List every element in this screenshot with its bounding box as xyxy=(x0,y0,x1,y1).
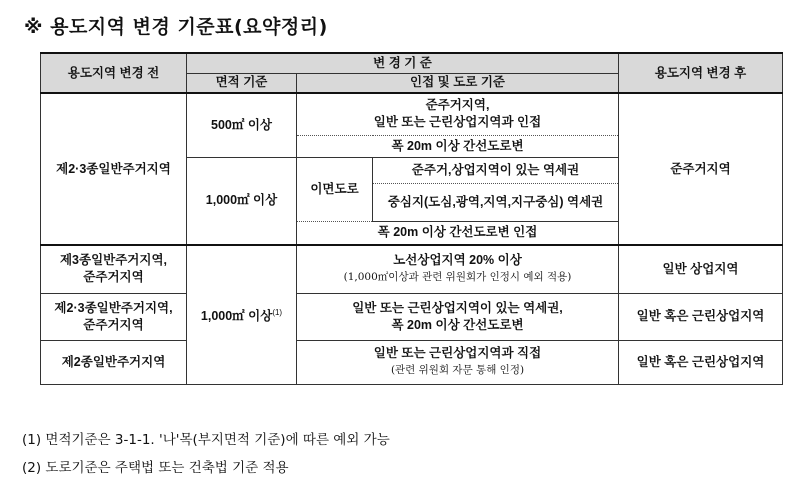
table-row xyxy=(41,93,783,135)
adjacency-cell: 준주거지역, 일반 또는 근린상업지역과 인접 xyxy=(297,93,619,135)
zone-after-cell: 일반 상업지역 xyxy=(619,245,783,293)
header-after: 용도지역 변경 후 xyxy=(619,53,783,93)
criteria-cell: 노선상업지역 20% 이상 (1,000㎡이상과 관련 위원회가 인정시 예외 적용) xyxy=(297,245,619,293)
road-criteria-cell: 폭 20m 이상 간선도로변 xyxy=(297,135,619,157)
area-criteria-cell: 1,000㎡ 이상$^{(1)}$ xyxy=(187,245,297,384)
zoning-criteria-table xyxy=(40,52,783,385)
header-adjacency-criteria: 인접 및 도로 기준 xyxy=(297,73,619,93)
station-area-cell: 중심지(도심,광역,지역,지구중심) 역세권 xyxy=(373,183,619,221)
table-row xyxy=(41,340,783,384)
header-area-criteria: 면적 기준 xyxy=(187,73,297,93)
criteria-cell: 일반 또는 근린상업지역과 직접 (관련 위원회 자문 통해 인정) xyxy=(297,340,619,384)
zone-before-cell: 제2종일반주거지역 xyxy=(41,340,187,384)
table-row xyxy=(41,245,783,293)
header-criteria: 변 경 기 준 xyxy=(187,53,619,73)
zone-before-cell: 제2·3종일반주거지역 xyxy=(41,93,187,245)
zone-after-cell: 일반 혹은 근린상업지역 xyxy=(619,340,783,384)
header-before: 용도지역 변경 전 xyxy=(41,53,187,93)
table-row xyxy=(41,293,783,340)
station-area-cell: 준주거,상업지역이 있는 역세권 xyxy=(373,157,619,183)
zone-after-cell: 일반 혹은 근린상업지역 xyxy=(619,293,783,340)
footnote-2: (2) 도로기준은 주택법 또는 건축법 기준 적용 xyxy=(22,460,289,476)
criteria-cell: 일반 또는 근린상업지역이 있는 역세권, 폭 20m 이상 간선도로변 xyxy=(297,293,619,340)
zone-after-cell: 준주거지역 xyxy=(619,93,783,245)
page-title: ※ 용도지역 변경 기준표(요약정리) xyxy=(24,16,328,38)
footnote-1: (1) 면적기준은 3-1-1. '나'목(부지면적 기준)에 따른 예외 가능 xyxy=(22,432,390,448)
two-sided-road-cell: 이면도로 xyxy=(297,157,373,221)
zone-before-cell: 제2·3종일반주거지역, 준주거지역 xyxy=(41,293,187,340)
road-criteria-cell: 폭 20m 이상 간선도로변 인접 xyxy=(297,221,619,245)
area-criteria-cell: 1,000㎡ 이상 xyxy=(187,157,297,245)
footnote-marker: (1) xyxy=(272,308,283,318)
area-criteria-cell: 500㎡ 이상 xyxy=(187,93,297,157)
zone-before-cell: 제3종일반주거지역, 준주거지역 xyxy=(41,245,187,293)
